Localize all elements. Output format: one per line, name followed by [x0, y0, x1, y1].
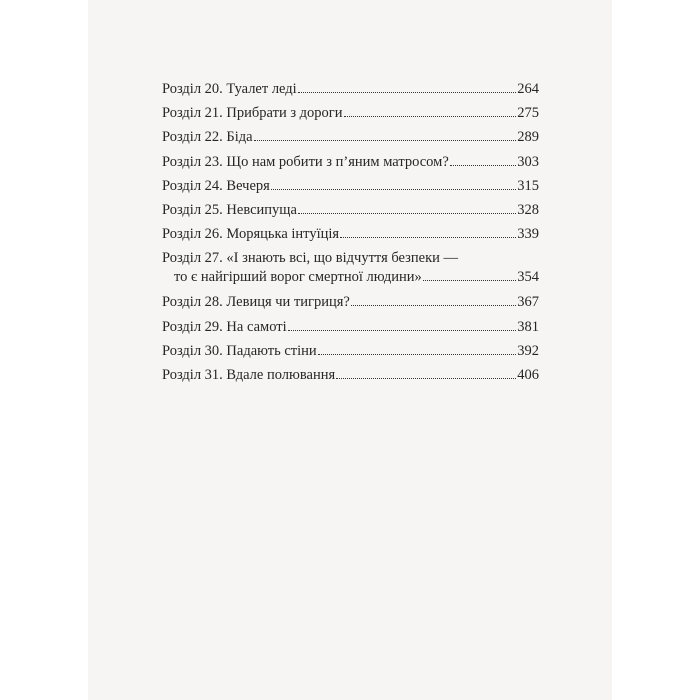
dot-leader: [450, 165, 516, 166]
toc-entry-chapter-24: [162, 173, 539, 197]
book-page: [88, 0, 612, 700]
toc-entry-chapter-31: [162, 362, 539, 386]
dot-leader: [271, 189, 516, 190]
toc-entry-title: Розділ 21. Прибрати з дороги: [162, 105, 343, 122]
toc-entry-title: Розділ 23. Що нам робити з п’яним матросом?: [162, 153, 449, 170]
toc-entry-title: Розділ 28. Левиця чи тигриця?: [162, 294, 350, 311]
toc-entry-chapter-22: [162, 124, 539, 148]
toc-entry-chapter-23: [162, 149, 539, 173]
toc-entry-page: 406: [517, 366, 539, 383]
toc-entry-page: 381: [517, 318, 539, 335]
table-of-contents: [162, 76, 539, 386]
toc-entry-title-line-1: Розділ 27. «І знають всі, що відчуття безпеки —: [162, 250, 459, 267]
dot-leader: [298, 213, 516, 214]
toc-entry-page: 264: [517, 81, 539, 97]
toc-entry-title: Розділ 25. Невсипуща: [162, 201, 297, 218]
toc-entry-page: 339: [517, 226, 539, 243]
toc-entry-title: Розділ 29. На самоті: [162, 318, 287, 335]
toc-entry-title: Розділ 24. Вечеря: [162, 177, 270, 194]
toc-entry-chapter-27: [162, 245, 539, 289]
dot-leader: [351, 305, 516, 306]
dot-leader: [336, 378, 516, 379]
dot-leader: [423, 280, 516, 281]
toc-entry-title: Розділ 26. Моряцька інтуїція: [162, 226, 340, 243]
toc-entry-page: 367: [517, 294, 539, 311]
toc-entry-chapter-28: [162, 289, 539, 313]
toc-entry-page: 275: [517, 105, 539, 122]
dot-leader: [254, 140, 517, 141]
toc-entry-page: 303: [517, 153, 539, 170]
toc-entry-title: Розділ 22. Біда: [162, 129, 253, 146]
toc-entry-chapter-29: [162, 314, 539, 338]
toc-entry-page: 328: [517, 201, 539, 218]
toc-entry-title-line-2: то є найгірший ворог смертної людини»: [174, 269, 422, 286]
toc-entry-chapter-25: [162, 197, 539, 221]
toc-entry-chapter-26: [162, 221, 539, 245]
toc-entry-title: Розділ 31. Вдале полювання: [162, 366, 336, 383]
dot-leader: [340, 237, 516, 238]
toc-entry-page: 354: [517, 269, 539, 286]
toc-entry-chapter-20: [162, 76, 539, 100]
toc-entry-page: 289: [517, 129, 539, 146]
toc-entry-title: Розділ 30. Падають стіни: [162, 342, 317, 359]
dot-leader: [288, 330, 517, 331]
toc-entry-chapter-21: [162, 100, 539, 124]
dot-leader: [298, 92, 517, 93]
toc-entry-page: 392: [517, 342, 539, 359]
toc-entry-page: 315: [517, 177, 539, 194]
toc-entry-chapter-30: [162, 338, 539, 362]
toc-entry-title: Розділ 20. Туалет леді: [162, 81, 297, 97]
dot-leader: [318, 354, 517, 355]
dot-leader: [344, 116, 517, 117]
